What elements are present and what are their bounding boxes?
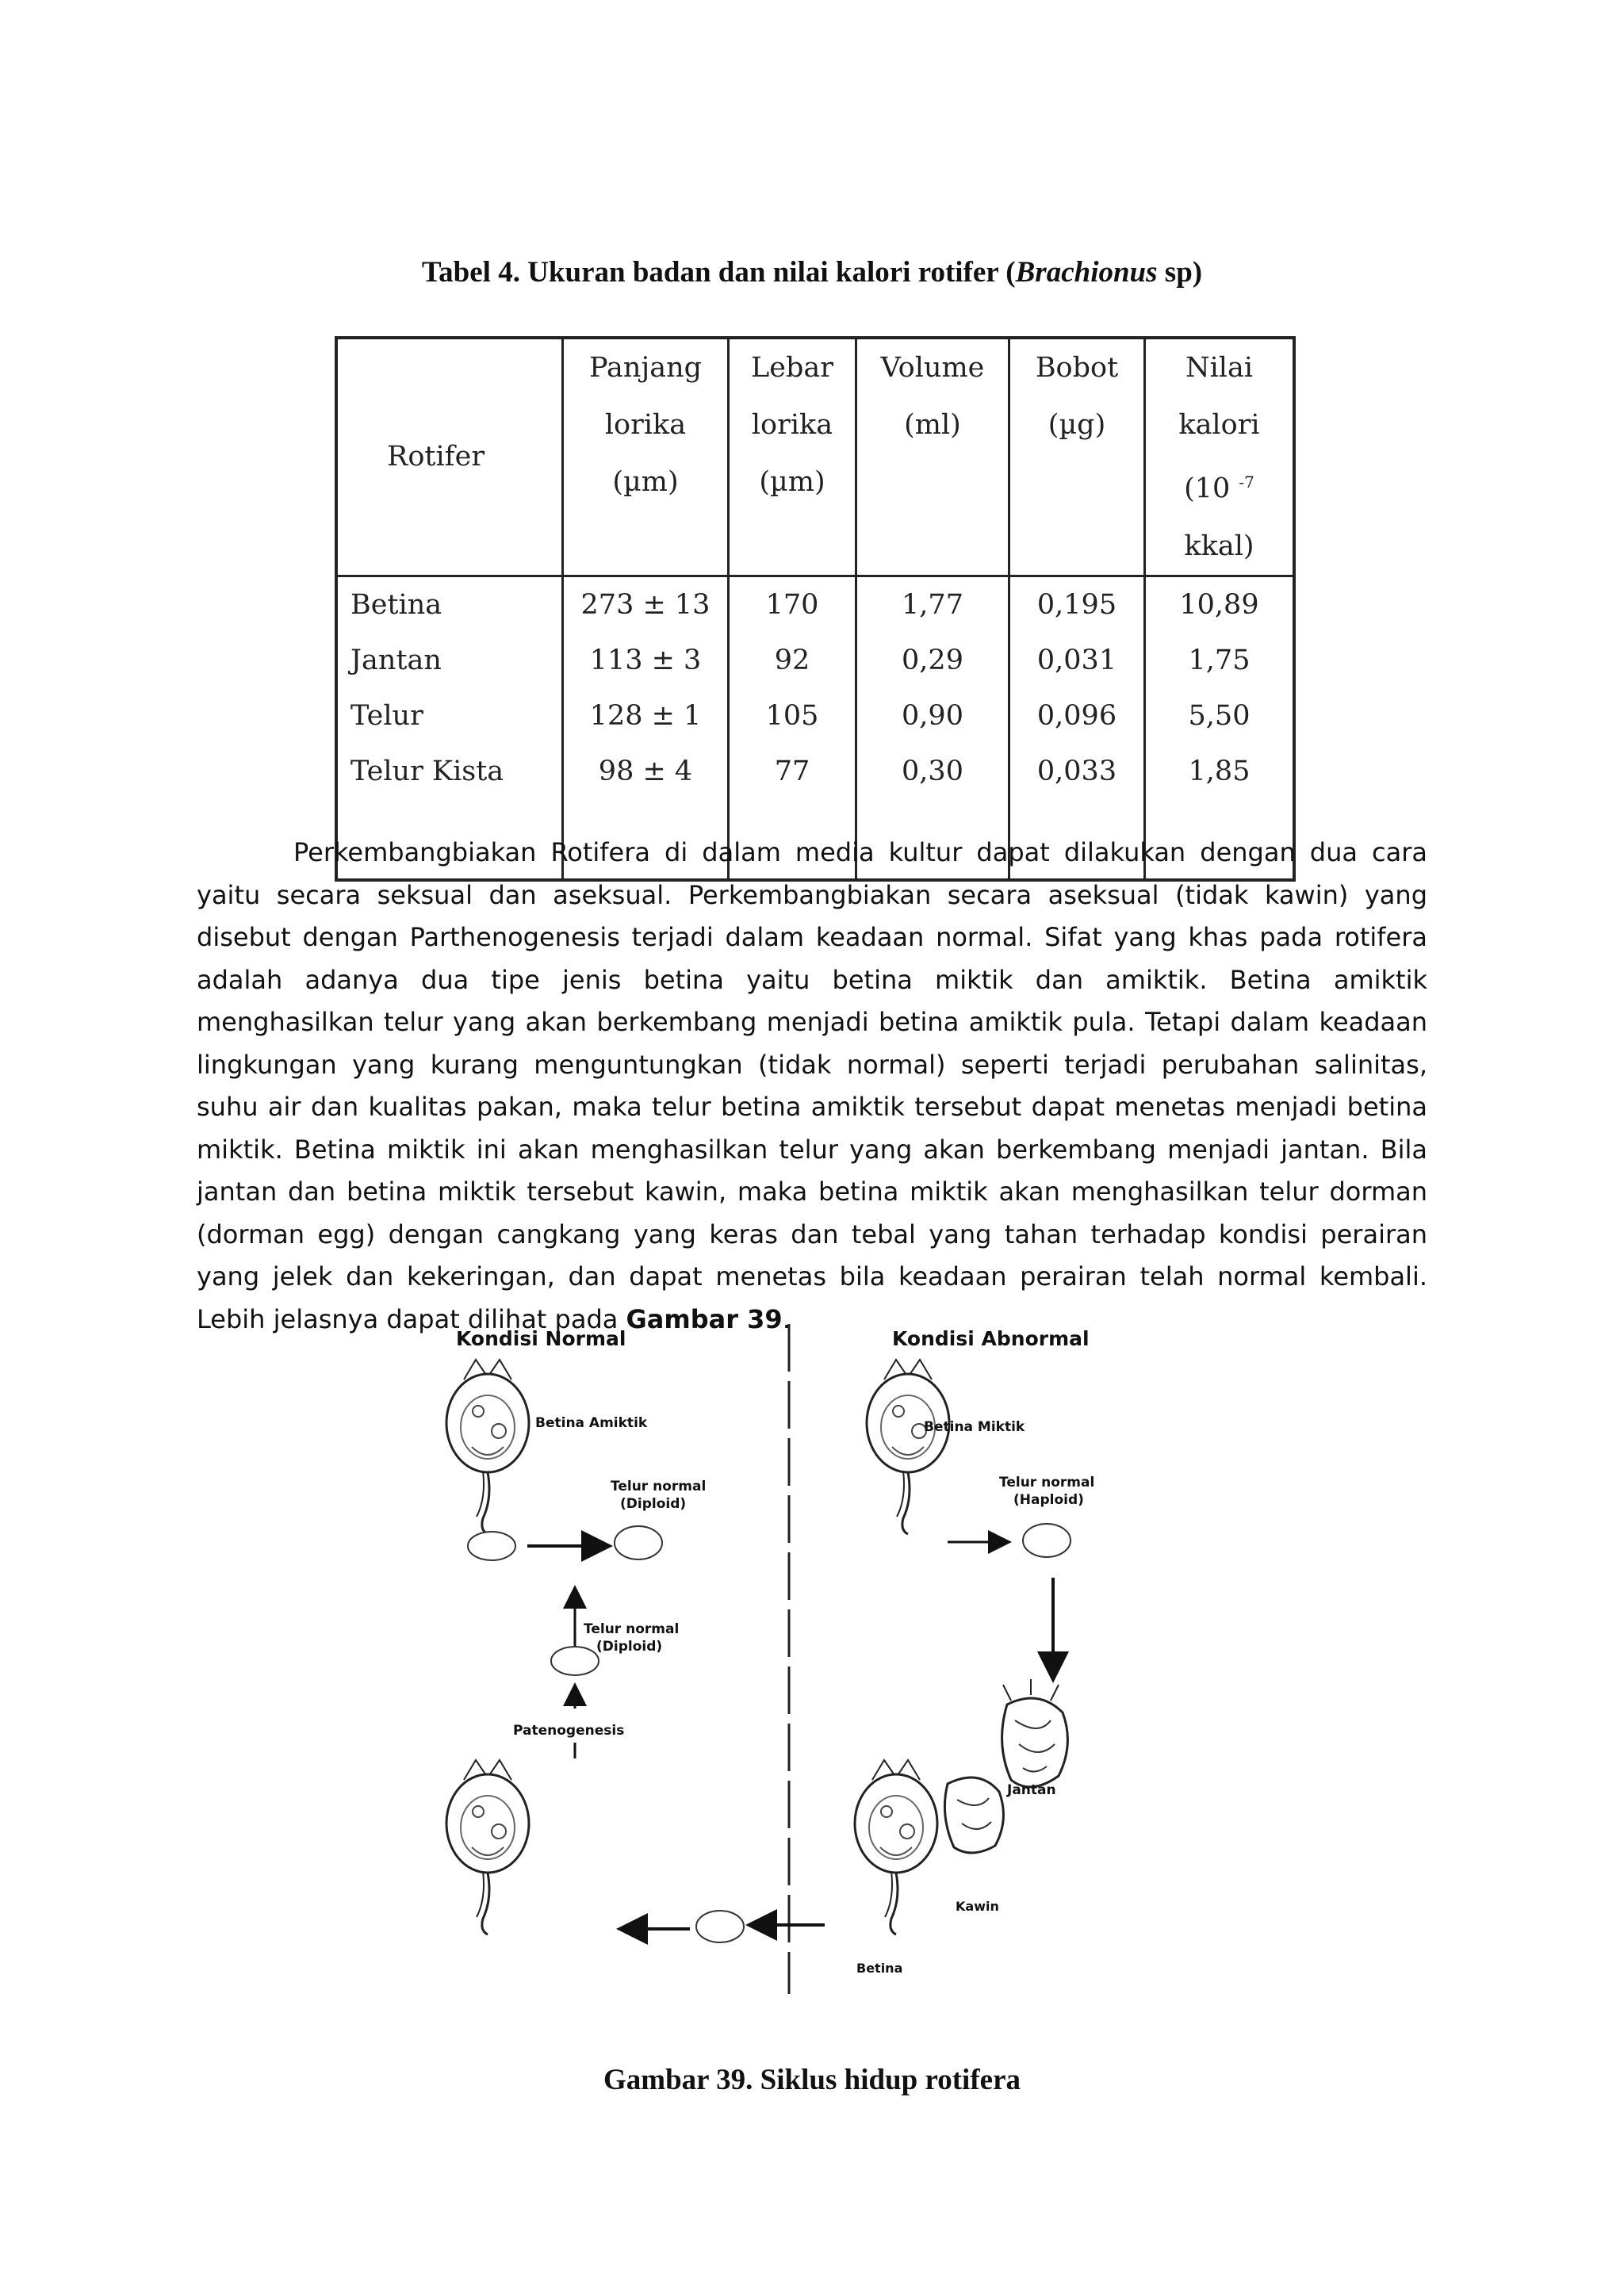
header-kalori-2-post: kkal) (1184, 530, 1254, 562)
cell-name: Betina (336, 576, 563, 633)
cell-panjang: 273 ± 13 (563, 576, 729, 633)
heading-abnormal: Kondisi Abnormal (892, 1327, 1090, 1350)
header-kalori-2-pre: (10 (1184, 473, 1239, 505)
cell-volume: 0,30 (856, 744, 1009, 799)
cell-panjang: 113 ± 3 (563, 633, 729, 688)
figure-reference: Gambar 39 (626, 1303, 783, 1334)
betina-bottom-left-illustration (446, 1760, 529, 1934)
egg-under-amiktik (468, 1532, 515, 1560)
header-kalori (1145, 338, 1295, 576)
label-patenogenesis: Patenogenesis (513, 1723, 625, 1739)
table-caption-suffix: sp) (1157, 256, 1203, 289)
egg-diploid-middle (551, 1647, 599, 1675)
header-bobot-2: (µg) (1048, 409, 1106, 441)
jantan-illustration (1002, 1679, 1068, 1787)
cell-volume: 1,77 (856, 576, 1009, 633)
header-volume (856, 338, 1009, 576)
cell-kalori: 5,50 (1145, 688, 1295, 744)
paragraph-end: . (782, 1303, 791, 1334)
label-haploid: (Haploid) (1013, 1492, 1084, 1508)
label-telur-normal-2: Telur normal (999, 1475, 1095, 1490)
cell-bobot: 0,031 (1009, 633, 1145, 688)
label-diploid-3: (Diploid) (596, 1639, 663, 1655)
label-betina-amiktik: Betina Amiktik (535, 1415, 648, 1431)
cell-bobot: 0,096 (1009, 688, 1145, 744)
cell-volume: 0,90 (856, 688, 1009, 744)
label-diploid-1: (Diploid) (620, 1496, 687, 1512)
table-row (336, 576, 1294, 633)
label-jantan: Jantan (1007, 1782, 1056, 1798)
cell-kalori: 1,75 (1145, 633, 1295, 688)
label-betina-miktik: Betina Miktik (924, 1419, 1025, 1435)
cell-name: Jantan (336, 633, 563, 688)
cell-panjang: 98 ± 4 (563, 744, 729, 799)
cell-panjang: 128 ± 1 (563, 688, 729, 744)
egg-diploid-top (615, 1526, 662, 1559)
label-telur-normal-1: Telur normal (611, 1479, 707, 1494)
header-panjang-3: (µm) (612, 466, 679, 498)
header-kalori-exp: -7 (1239, 473, 1254, 492)
header-bobot (1009, 338, 1145, 576)
header-panjang (563, 338, 729, 576)
jantan-mating-illustration (944, 1777, 1003, 1853)
header-lebar (729, 338, 856, 576)
table-caption-prefix: Tabel 4. Ukuran badan dan nilai kalori rotifer ( (421, 256, 1016, 289)
cell-bobot: 0,195 (1009, 576, 1145, 633)
header-lebar-2: lorika (751, 409, 833, 441)
cell-name: Telur (336, 688, 563, 744)
cell-kalori: 1,85 (1145, 744, 1295, 799)
lifecycle-diagram (333, 1308, 1285, 2006)
header-panjang-2: lorika (604, 409, 687, 441)
body-paragraph (197, 832, 1427, 1341)
cell-name: Telur Kista (336, 744, 563, 799)
table-caption (0, 255, 1624, 289)
header-volume-2: (ml) (904, 409, 961, 441)
betina-amiktik-illustration (446, 1360, 529, 1534)
cell-kalori: 10,89 (1145, 576, 1295, 633)
figure-caption: Gambar 39. Siklus hidup rotifera (603, 2064, 1021, 2096)
egg-bottom (696, 1911, 744, 1942)
egg-haploid (1023, 1524, 1071, 1557)
betina-miktik-illustration (867, 1360, 949, 1534)
cell-volume: 0,29 (856, 633, 1009, 688)
table-header-row (336, 338, 1294, 576)
header-lebar-3: (µm) (759, 466, 825, 498)
header-lebar-1: Lebar (751, 352, 833, 384)
label-telur-normal-3: Telur normal (584, 1621, 680, 1637)
rotifer-size-table (335, 336, 1296, 882)
header-bobot-1: Bobot (1035, 352, 1119, 384)
label-betina: Betina (856, 1961, 903, 1976)
table-row (336, 744, 1294, 799)
cell-lebar: 170 (729, 576, 856, 633)
label-kawin: Kawin (956, 1899, 999, 1914)
table-caption-species: Brachionus (1015, 256, 1158, 289)
cell-lebar: 105 (729, 688, 856, 744)
header-volume-1: Volume (880, 352, 985, 384)
cell-lebar: 77 (729, 744, 856, 799)
header-panjang-1: Panjang (588, 352, 703, 384)
heading-normal: Kondisi Normal (456, 1327, 626, 1350)
table-row (336, 633, 1294, 688)
header-kalori-2 (1154, 453, 1285, 575)
table-row (336, 688, 1294, 744)
header-rotifer: Rotifer (336, 338, 563, 576)
paragraph-text: Perkembangbiakan Rotifera di dalam media kultur dapat dilakukan dengan dua cara yaitu secara seksual dan aseksual. Perkembangbiakan secara aseksual (tidak kawin) yang disebut dengan Parthenogenesis terjadi dalam keadaan normal. Sifat yang khas pada rotifera adalah adanya dua tipe jenis betina yaitu betina miktik dan amiktik. Betina amiktik menghasilkan telur yang akan berkembang menjadi betina amiktik pula. Tetapi dalam keadaan lingkungan yang kurang menguntungkan (tidak normal) seperti terjadi perubahan salinitas, suhu air dan kualitas pakan, maka telur betina amiktik tersebut dapat menetas menjadi betina miktik. Betina miktik ini akan menghasilkan telur yang akan berkembang menjadi jantan. Bila jantan dan betina miktik tersebut kawin, maka betina miktik akan menghasilkan telur dorman (dorman egg) dengan cangkang yang keras dan tebal yang tahan terhadap kondisi perairan yang jelek dan kekeringan, dan dapat menetas bila keadaan perairan telah normal kembali. Lebih jelasnya dapat dilihat pada (197, 837, 1427, 1334)
cell-lebar: 92 (729, 633, 856, 688)
betina-mating-illustration (855, 1760, 937, 1934)
header-kalori-1: Nilai kalori (1178, 352, 1260, 441)
rotifer-lifecycle-figure (333, 1308, 1285, 2006)
cell-bobot: 0,033 (1009, 744, 1145, 799)
